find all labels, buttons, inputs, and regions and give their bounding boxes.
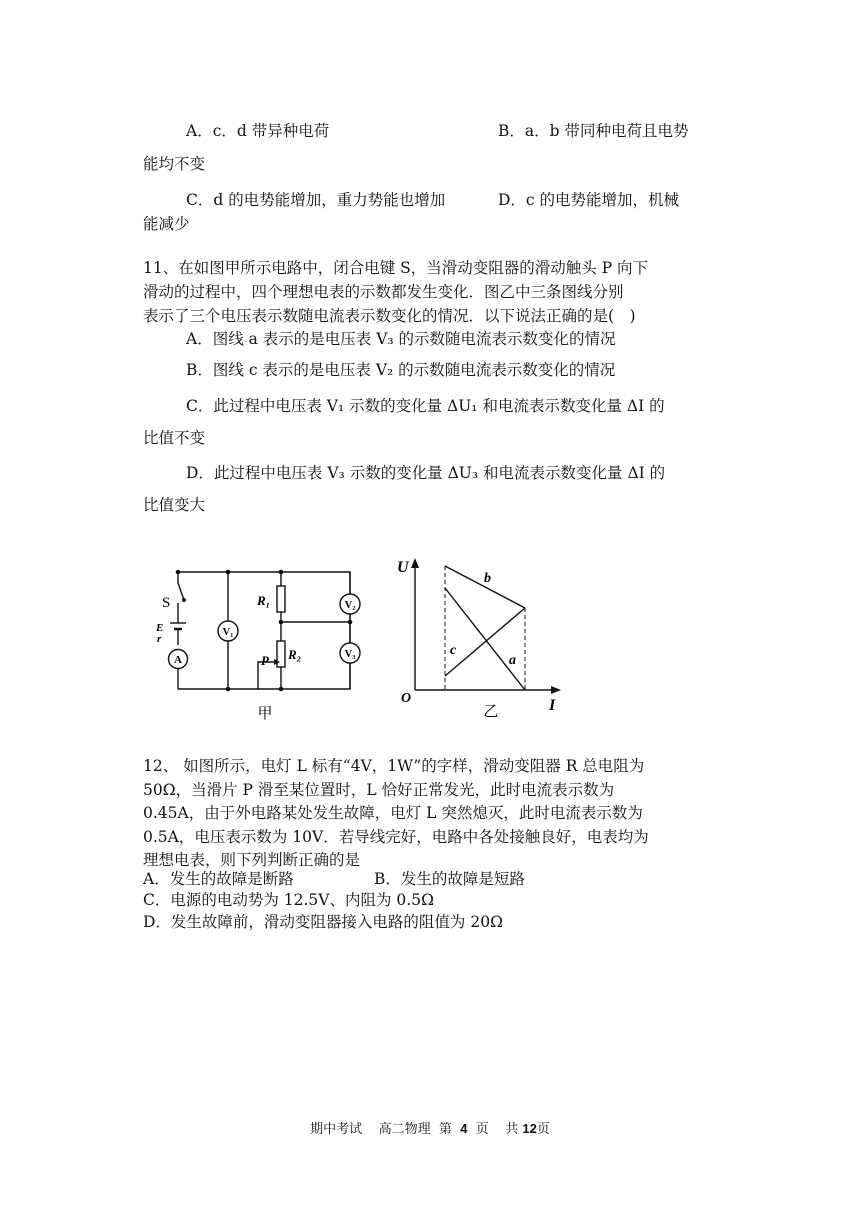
resistor-r2-label: R₂ bbox=[288, 647, 302, 662]
q10-option-b: B．a．b 带同种电荷且电势 bbox=[498, 122, 689, 140]
switch-label: S bbox=[162, 595, 171, 611]
voltmeter-v3-label: V₃ bbox=[344, 649, 356, 660]
line-a-label: a bbox=[509, 653, 516, 668]
q10-option-a: A．c．d 带异种电荷 bbox=[186, 122, 330, 140]
footer-total-suffix: 页 bbox=[536, 1122, 550, 1137]
q11-option-d: D．此过程中电压表 V₃ 示数的变化量 ΔU₃ 和电流表示数变化量 ΔI 的 bbox=[186, 464, 666, 482]
q11-option-a: A．图线 a 表示的是电压表 V₃ 的示数随电流表示数变化的情况 bbox=[186, 330, 616, 348]
q12-stem-line4: 0.5A，电压表示数为 10V．若导线完好，电路中各处接触良好，电表均为 bbox=[143, 828, 649, 846]
q10-option-c: C．d 的电势能增加，重力势能也增加 bbox=[186, 191, 446, 209]
voltmeter-v2-label: V₂ bbox=[344, 600, 356, 611]
line-b-label: b bbox=[484, 571, 491, 586]
emf-label: E bbox=[156, 622, 164, 634]
ui-graph bbox=[395, 552, 570, 724]
q10-option-b-cont: 能均不变 bbox=[143, 155, 206, 173]
line-a bbox=[445, 588, 525, 690]
q12-option-b: B．发生的故障是短路 bbox=[374, 870, 525, 888]
slider-p-label: P bbox=[261, 653, 269, 668]
internal-resistance-label: r bbox=[157, 633, 162, 645]
q11-option-b: B．图线 c 表示的是电压表 V₂ 的示数随电流表示数变化的情况 bbox=[186, 361, 616, 379]
q12-option-d: D．发生故障前，滑动变阻器接入电路的阻值为 20Ω bbox=[143, 913, 503, 931]
resistor-r1-label: R₁ bbox=[257, 593, 271, 608]
q12-stem-line3: 0.45A，由于外电路某处发生故障，电灯 L 突然熄灭，此时电流表示数为 bbox=[143, 804, 643, 822]
footer-subject: 高二物理 bbox=[378, 1122, 431, 1137]
footer-total-number: 12 bbox=[522, 1121, 537, 1136]
q10-option-d-cont: 能减少 bbox=[143, 215, 190, 233]
page-footer bbox=[0, 1118, 860, 1137]
footer-page-prefix: 第 bbox=[438, 1122, 452, 1137]
q12-stem-line1: 12、 如图所示，电灯 L 标有“4V，1W”的字样，滑动变阻器 R 总电阻为 bbox=[143, 757, 645, 775]
circuit-diagram bbox=[150, 555, 365, 725]
footer-page-number: 4 bbox=[460, 1121, 468, 1136]
q11-option-c-cont: 比值不变 bbox=[143, 429, 206, 447]
graph-caption: 乙 bbox=[483, 704, 499, 720]
q12-stem-line5: 理想电表，则下列判断正确的是 bbox=[143, 851, 361, 869]
u-axis-label: U bbox=[397, 559, 409, 576]
ammeter-label: A bbox=[174, 654, 182, 666]
line-c-label: c bbox=[450, 643, 457, 658]
footer-total-prefix: 共 bbox=[505, 1122, 519, 1137]
q11-option-d-cont: 比值变大 bbox=[143, 496, 206, 514]
origin-label: O bbox=[401, 691, 412, 706]
q11-stem-line3: 表示了三个电压表示数随电流表示数变化的情况．以下说法正确的是( ) bbox=[143, 307, 636, 325]
q11-stem-line1: 11、在如图甲所示电路中，闭合电键 S，当滑动变阻器的滑动触头 P 向下 bbox=[143, 259, 649, 277]
q12-stem-line2: 50Ω，当滑片 P 滑至某位置时，L 恰好正常发光，此时电流表示数为 bbox=[143, 781, 615, 799]
circuit-caption: 甲 bbox=[257, 706, 273, 722]
q12-option-a: A．发生的故障是断路 bbox=[143, 870, 294, 888]
voltmeter-v1-label: V₁ bbox=[222, 627, 234, 638]
footer-exam: 期中考试 bbox=[310, 1122, 363, 1137]
q12-option-c: C．电源的电动势为 12.5V、内阻为 0.5Ω bbox=[143, 891, 434, 909]
q11-stem-line2: 滑动的过程中，四个理想电表的示数都发生变化．图乙中三条图线分别 bbox=[143, 283, 624, 301]
i-axis-label: I bbox=[549, 697, 556, 714]
footer-page-suffix: 页 bbox=[475, 1122, 489, 1137]
q11-option-c: C．此过程中电压表 V₁ 示数的变化量 ΔU₁ 和电流表示数变化量 ΔI 的 bbox=[186, 397, 665, 415]
q10-option-d: D．c 的电势能增加，机械 bbox=[498, 191, 680, 209]
